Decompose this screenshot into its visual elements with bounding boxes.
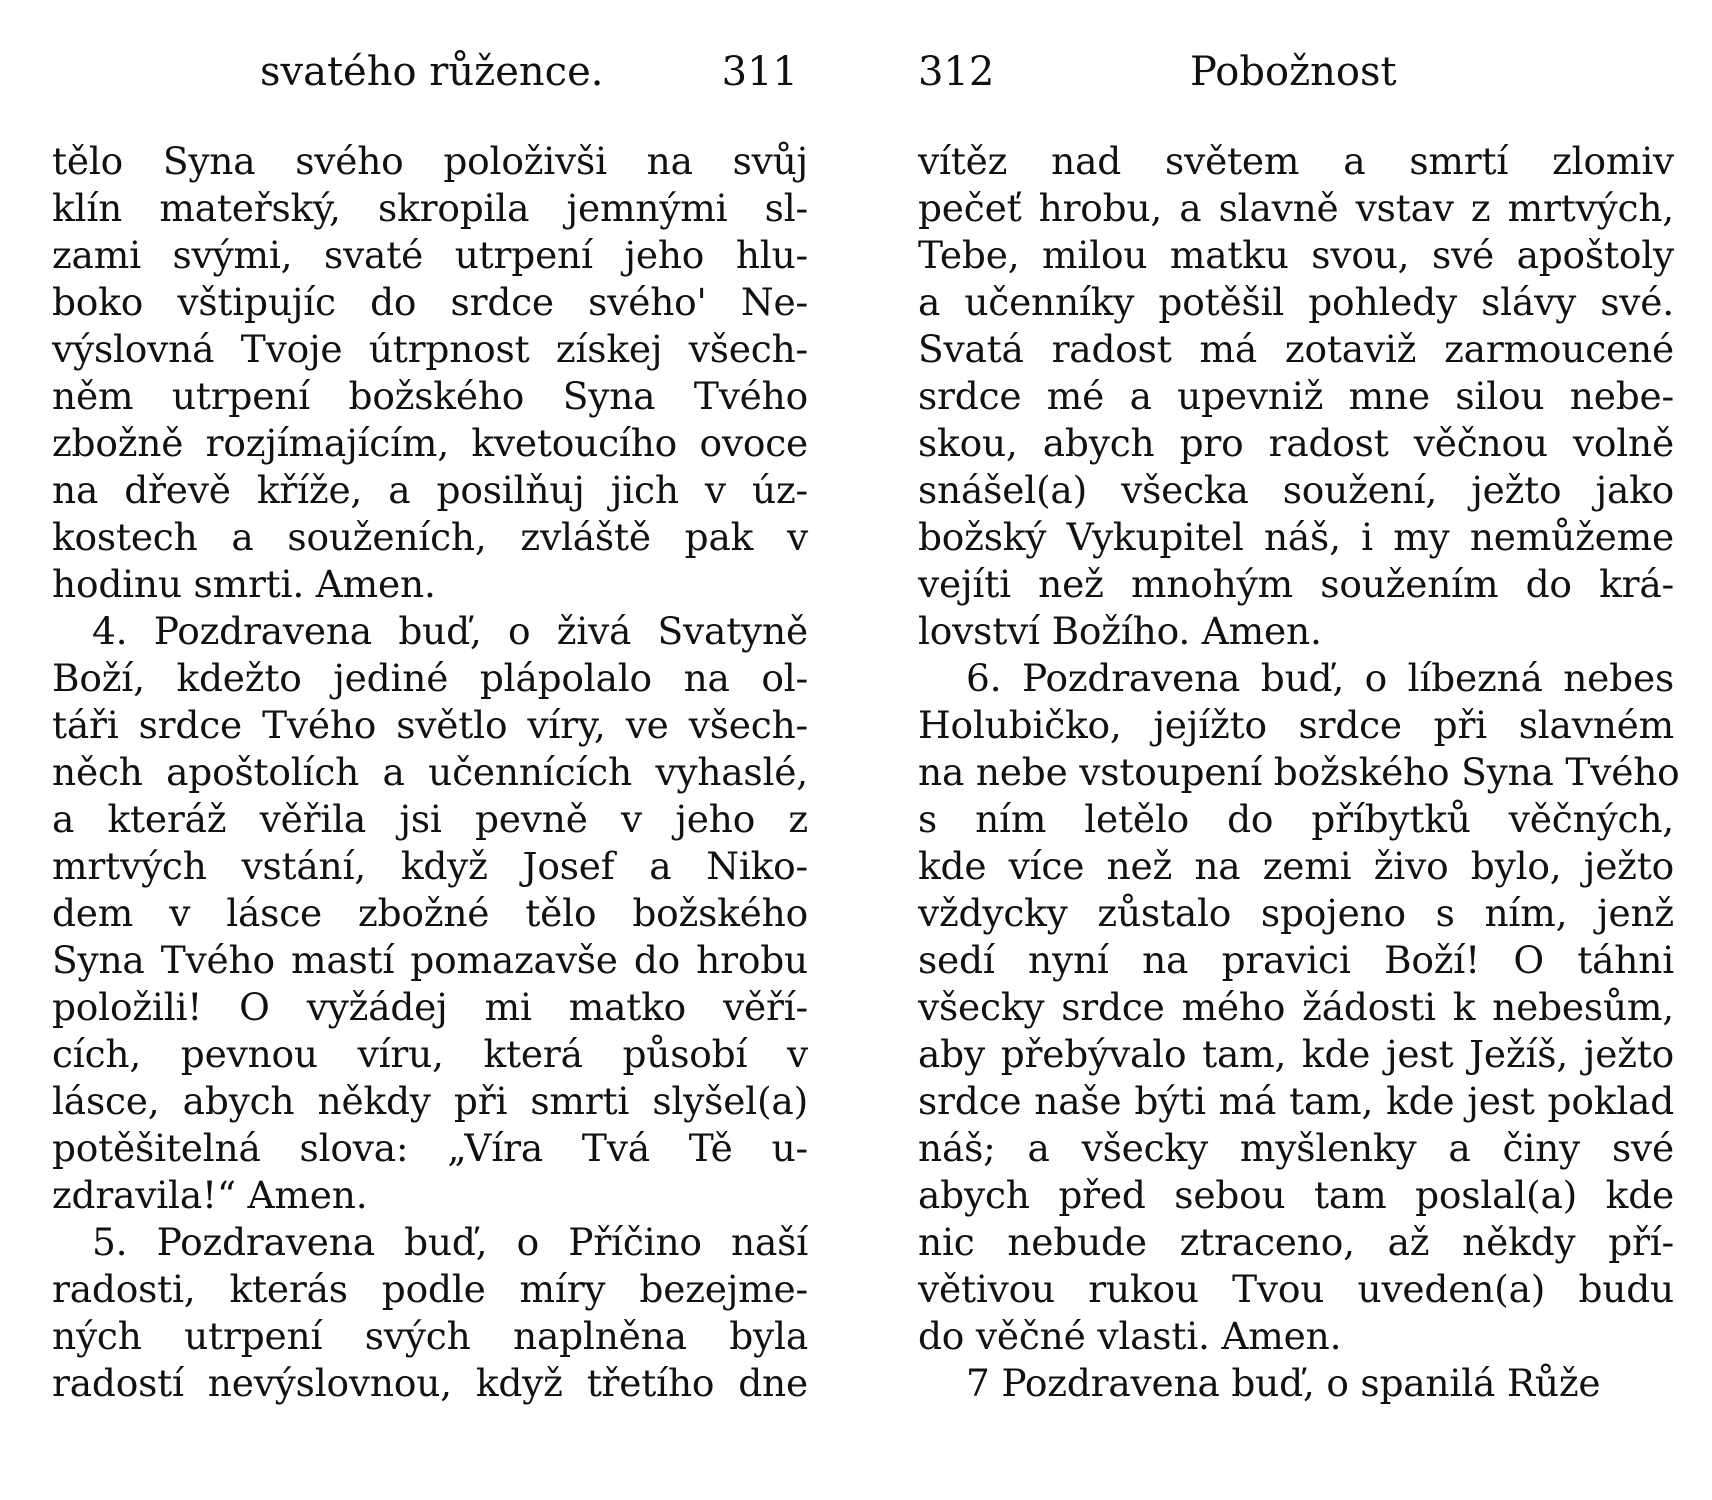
text-line: táři srdce Tvého světlo víry, ve všech- (52, 703, 808, 747)
text-line: a kteráž věřila jsi pevně v jeho z (52, 797, 808, 841)
text-line: Syna Tvého mastí pomazavše do hrobu (52, 938, 808, 982)
left-text-block (52, 138, 808, 1407)
text-line: lásce, abych někdy při smrti slyšel(a) (52, 1079, 808, 1123)
text-line: větivou rukou Tvou uveden(a) budu (918, 1267, 1674, 1311)
text-line: na nebe vstoupení božského Syna Tvého (918, 750, 1680, 794)
paragraph-start-line: 4. Pozdravena buď, o živá Svatyně (92, 609, 808, 653)
paragraph-start-line: 5. Pozdravena buď, o Příčino naší (92, 1220, 808, 1264)
text-line: cích, pevnou víru, která působí v (52, 1032, 808, 1076)
text-line: vždycky zůstalo spojeno s ním, jenž (918, 891, 1674, 935)
text-line: Svatá radost má zotaviž zarmoucené (918, 327, 1674, 371)
text-line: Holubičko, jejížto srdce při slavném (918, 703, 1674, 747)
text-line: dem v lásce zbožné tělo božského (52, 891, 808, 935)
text-line: a učenníky potěšil pohledy slávy své. (918, 280, 1674, 324)
left-running-header (52, 42, 808, 102)
text-line: sedí nyní na pravici Boží! O táhni (918, 938, 1674, 982)
text-line: náš; a všecky myšlenky a činy své (918, 1126, 1674, 1170)
text-line: Tebe, milou matku svou, své apoštoly (918, 233, 1674, 277)
text-line: nic nebude ztraceno, až někdy pří- (918, 1220, 1674, 1264)
text-line: srdce mé a upevniž mne silou nebe- (918, 374, 1674, 418)
text-line: tělo Syna svého položivši na svůj (52, 139, 808, 183)
text-line: radostí nevýslovnou, když třetího dne (52, 1361, 808, 1405)
text-line: na dřevě kříže, a posilňuj jich v úz- (52, 468, 808, 512)
text-line: božský Vykupitel náš, i my nemůžeme (918, 515, 1674, 559)
text-line: boko vštipujíc do srdce svého' Ne- (52, 280, 808, 324)
text-line: zbožně rozjímajícím, kvetoucího ovoce (52, 421, 808, 465)
left-header-title: svatého růžence. (260, 49, 604, 95)
left-page (52, 0, 808, 1500)
text-line: lovství Božího. Amen. (918, 609, 1322, 653)
text-line: Boží, kdežto jediné plápolalo na ol- (52, 656, 808, 700)
text-line: do věčné vlasti. Amen. (918, 1314, 1342, 1358)
text-line: vejíti než mnohým soužením do krá- (918, 562, 1674, 606)
paragraph-start-line: 7 Pozdravena buď, o spanilá Růže (966, 1361, 1601, 1405)
right-page-number: 312 (918, 49, 995, 95)
text-line: vítěz nad světem a smrtí zlomiv (918, 139, 1674, 183)
text-line: aby přebývalo tam, kde jest Ježíš, ježto (918, 1032, 1674, 1076)
text-line: všecky srdce mého žádosti k nebesům, (918, 985, 1674, 1029)
text-line: kostech a souženích, zvláště pak v (52, 515, 808, 559)
text-line: potěšitelná slova: „Víra Tvá Tě u- (52, 1126, 808, 1170)
right-text-block (918, 138, 1680, 1407)
right-header-title: Pobožnost (1190, 49, 1397, 95)
text-line: výslovná Tvoje útrpnost získej všech- (52, 327, 808, 371)
text-line: ných utrpení svých naplněna byla (52, 1314, 808, 1358)
paragraph-start-line: 6. Pozdravena buď, o líbezná nebes (966, 656, 1674, 700)
left-page-number: 311 (721, 49, 798, 95)
text-line: něm utrpení božského Syna Tvého (52, 374, 808, 418)
text-line: srdce naše býti má tam, kde jest poklad (918, 1079, 1674, 1123)
right-running-header (918, 42, 1674, 102)
right-page (918, 0, 1680, 1500)
text-line: skou, abych pro radost věčnou volně (918, 421, 1674, 465)
text-line: kde více než na zemi živo bylo, ježto (918, 844, 1674, 888)
text-line: abych před sebou tam poslal(a) kde (918, 1173, 1674, 1217)
text-line: s ním letělo do příbytků věčných, (918, 797, 1674, 841)
text-line: zdravila!“ Amen. (52, 1173, 368, 1217)
text-line: něch apoštolích a učennících vyhaslé, (52, 750, 808, 794)
text-line: hodinu smrti. Amen. (52, 562, 436, 606)
text-line: položili! O vyžádej mi matko věří- (52, 985, 808, 1029)
text-line: snášel(a) všecka soužení, ježto jako (918, 468, 1674, 512)
text-line: klín mateřský, skropila jemnými sl- (52, 186, 808, 230)
text-line: zami svými, svaté utrpení jeho hlu- (52, 233, 808, 277)
text-line: mrtvých vstání, když Josef a Niko- (52, 844, 808, 888)
text-line: pečeť hrobu, a slavně vstav z mrtvých, (918, 186, 1674, 230)
text-line: radosti, kterás podle míry bezejme- (52, 1267, 808, 1311)
